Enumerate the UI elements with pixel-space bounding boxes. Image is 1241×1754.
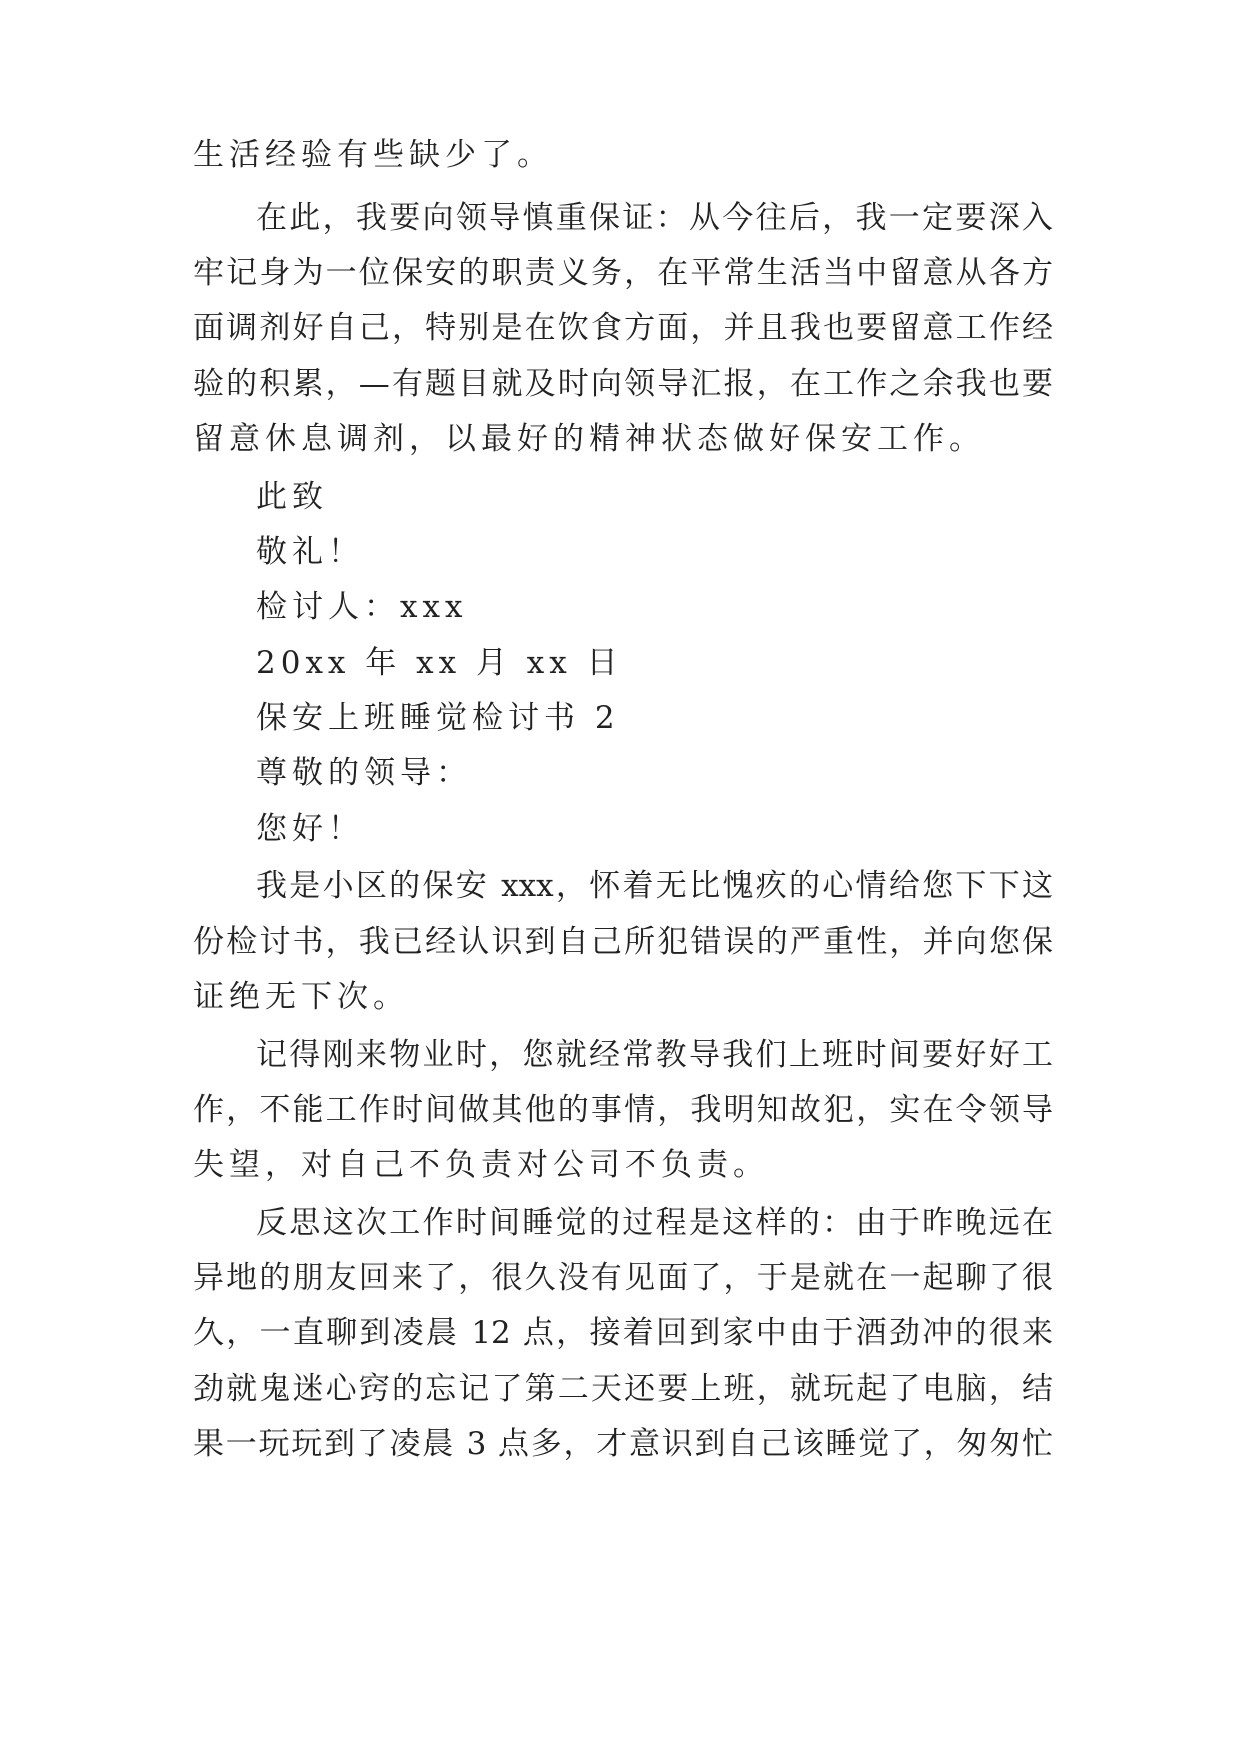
paragraph-line: 失望，对自己不负责对公司不负责。 [193,1147,769,1183]
paragraph-line: 果一玩玩到了凌晨 3 点多，才意识到自己该睡觉了，匆匆忙 [193,1426,1053,1462]
paragraph-line: 作，不能工作时间做其他的事情，我明知故犯，实在令领导 [193,1092,1053,1128]
paragraph-line: 牢记身为一位保安的职责义务，在平常生活当中留意从各方 [193,255,1053,291]
paragraph-line: 面调剂好自己，特别是在饮食方面，并且我也要留意工作经 [193,310,1053,346]
greeting-line: 您好！ [256,811,364,847]
paragraph-line: 反思这次工作时间睡觉的过程是这样的：由于昨晚远在 [256,1205,1053,1241]
paragraph-line: 留意休息调剂，以最好的精神状态做好保安工作。 [193,421,985,457]
signature-line: 检讨人：xxx [256,589,468,625]
paragraph-line: 在此，我要向领导慎重保证：从今往后，我一定要深入 [256,200,1053,236]
paragraph-line: 记得刚来物业时，您就经常教导我们上班时间要好好工 [256,1037,1053,1073]
greeting-line: 尊敬的领导： [256,755,472,791]
paragraph-line: 劲就鬼迷心窍的忘记了第二天还要上班，就玩起了电脑，结 [193,1371,1053,1407]
paragraph-line: 生活经验有些缺少了。 [193,137,553,173]
paragraph-line: 我是小区的保安 xxx，怀着无比愧疚的心情给您下下这 [256,868,1053,904]
paragraph-line: 证绝无下次。 [193,979,409,1015]
paragraph-line: 份检讨书，我已经认识到自己所犯错误的严重性，并向您保 [193,924,1053,960]
paragraph-line: 异地的朋友回来了，很久没有见面了，于是就在一起聊了很 [193,1260,1053,1296]
paragraph-line: 久，一直聊到凌晨 12 点，接着回到家中由于酒劲冲的很来 [193,1315,1053,1351]
section-title: 保安上班睡觉检讨书 2 [256,700,620,736]
paragraph-line: 验的积累，—有题目就及时向领导汇报，在工作之余我也要 [193,366,1053,402]
date-line: 20xx 年 xx 月 xx 日 [256,645,623,681]
closing-line: 此致 [256,479,328,515]
salutation-line: 敬礼！ [256,534,364,570]
